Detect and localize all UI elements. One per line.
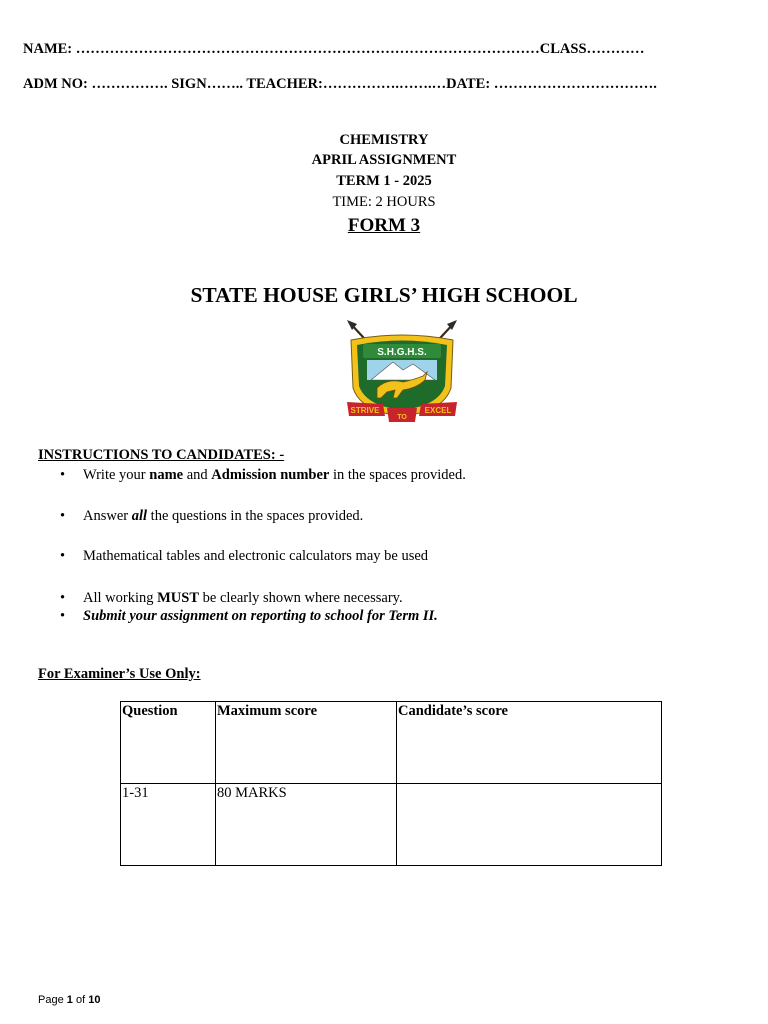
crest-initials: S.H.G.H.S. xyxy=(377,347,427,358)
cell-question-range: 1-31 xyxy=(121,784,216,866)
instruction-text: the questions in the spaces provided. xyxy=(147,508,364,524)
class-label: CLASS xyxy=(539,41,587,57)
instruction-text: All working xyxy=(83,590,158,606)
motto-left: STRIVE xyxy=(350,406,380,415)
name-label: NAME: xyxy=(23,41,73,57)
instruction-emphasis: Submit your assignment on reporting to school for Term II. xyxy=(83,608,438,624)
header-max-score: Maximum score xyxy=(216,702,397,784)
instructions-heading: INSTRUCTIONS TO CANDIDATES: - xyxy=(38,447,285,463)
table-row xyxy=(121,784,662,866)
cell-candidate-score[interactable] xyxy=(397,784,662,866)
page-word: Page xyxy=(38,994,64,1006)
term-title: TERM 1 - 2025 xyxy=(336,173,432,189)
instruction-text: and xyxy=(183,467,212,483)
instruction-text: Answer xyxy=(83,508,132,524)
class-field[interactable]: ………… xyxy=(586,41,645,57)
subject-title: CHEMISTRY xyxy=(339,132,429,148)
of-word: of xyxy=(75,994,86,1006)
examiner-heading: For Examiner’s Use Only: xyxy=(38,666,201,682)
adm-label: ADM NO: xyxy=(23,76,88,92)
instruction-emphasis: all xyxy=(131,508,148,524)
page-footer xyxy=(38,994,100,1006)
school-name: STATE HOUSE GIRLS’ HIGH SCHOOL xyxy=(190,283,578,307)
cell-max-score: 80 MARKS xyxy=(216,784,397,866)
bullet-icon: • xyxy=(60,590,66,606)
instruction-bold: Admission number xyxy=(211,467,330,483)
instruction-bold: name xyxy=(149,467,184,483)
motto-right: EXCEL xyxy=(424,406,452,415)
form-title: FORM 3 xyxy=(347,215,421,236)
instruction-text: Write your xyxy=(83,467,150,483)
date-field[interactable]: ……………………………. xyxy=(493,76,657,92)
bullet-icon: • xyxy=(60,548,66,564)
instruction-text: Mathematical tables and electronic calculators may be used xyxy=(83,548,429,564)
assignment-title: APRIL ASSIGNMENT xyxy=(311,152,457,168)
motto-mid: TO xyxy=(397,414,407,421)
page-total: 10 xyxy=(88,994,101,1006)
instruction-text: be clearly shown where necessary. xyxy=(199,590,403,606)
name-field[interactable]: …………………………………………………………………………………… xyxy=(75,41,540,57)
header-candidate-score: Candidate’s score xyxy=(397,702,662,784)
bullet-icon: • xyxy=(60,608,66,624)
examiner-score-table xyxy=(120,701,662,866)
header-question: Question xyxy=(121,702,216,784)
instruction-bold: MUST xyxy=(157,590,200,606)
time-allowed: TIME: 2 HOURS xyxy=(332,194,436,210)
bullet-icon: • xyxy=(60,508,66,524)
teacher-field[interactable]: …………….…….… xyxy=(322,76,447,92)
sign-field[interactable]: …….. xyxy=(206,76,243,92)
adm-sign-teacher-date-line xyxy=(23,76,657,93)
bullet-icon: • xyxy=(60,467,66,483)
adm-field[interactable]: ……………. xyxy=(91,76,168,92)
name-class-line xyxy=(23,41,645,58)
table-header-row xyxy=(121,702,662,784)
page-number: 1 xyxy=(66,994,73,1006)
school-crest-logo xyxy=(343,318,461,430)
date-label: DATE: xyxy=(446,76,491,92)
teacher-label: TEACHER: xyxy=(246,76,323,92)
instruction-text: in the spaces provided. xyxy=(329,467,466,483)
sign-label: SIGN xyxy=(171,76,207,92)
